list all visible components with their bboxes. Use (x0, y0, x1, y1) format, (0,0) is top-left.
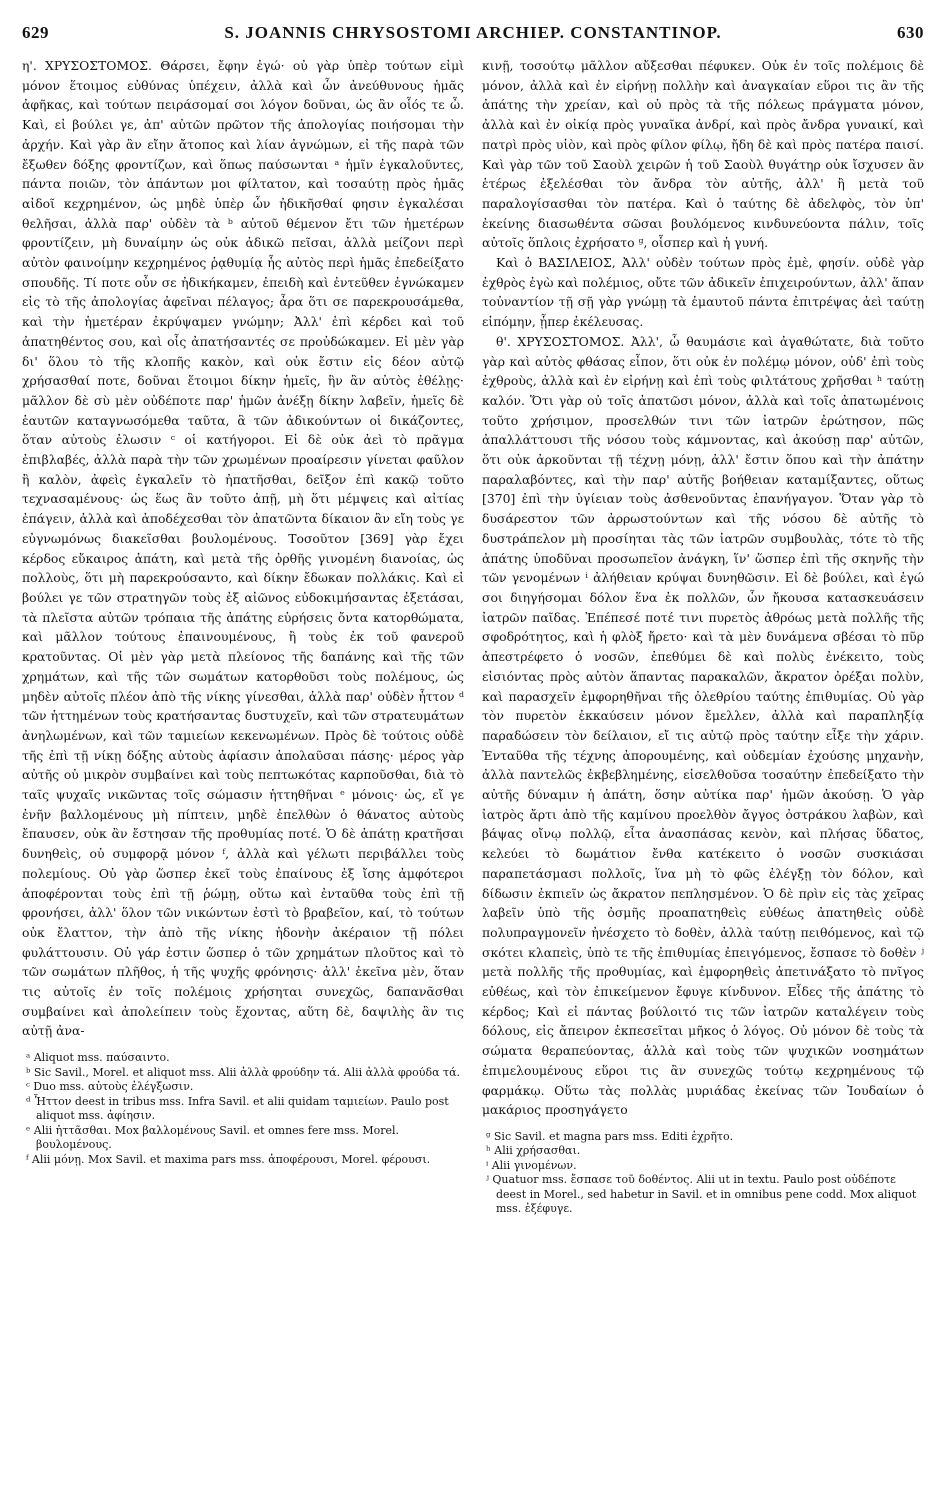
footnote-f: ᶠ Alii μόνῃ. Mox Savil. et maxima pars mss. ἀποφέρουσι, Morel. φέρουσι. (26, 1152, 431, 1166)
text-columns (22, 56, 924, 1217)
footnote-a: ᵃ Aliquot mss. παύσαιντο. (26, 1051, 170, 1065)
left-footnotes (22, 1051, 464, 1167)
book-page (22, 14, 924, 1476)
page-number-left: 629 (22, 23, 49, 42)
right-footnotes (482, 1130, 924, 1217)
right-paragraph-2: Καὶ ὁ ΒΑΣΙΛΕΙΟΣ, Ἀλλ' οὐδὲν τούτων πρὸς ἐμὲ, φησίν. οὐδὲ γὰρ ἐχθρὸς ἐγὼ καὶ πολέμιος, οὔτε τῶν ἀδικεῖν ἐπιχειρούντων, ἀλλ' ἅπαν τοὐναντίον τῇ σῇ γὰρ γνώμῃ τὰ ἐμαυτοῦ πάντα ἐπιτρέψας ἀεὶ ταύτῃ εἱπόμην, ᾗπερ ἐκέλευσας. (482, 255, 924, 330)
footnote-h: ʰ Alii χρήσασθαι. (486, 1144, 581, 1158)
left-column-text: η'. ΧΡΥΣΟΣΤΟΜΟΣ. Θάρσει, ἔφην ἐγώ· οὐ γὰρ ὑπὲρ τούτων εἰμὶ μόνον ἕτοιμος εὐθύνας ὑπέχειν, ἀλλὰ καὶ ὧν ἀνεύθυνους ἡμᾶς ἀφῆκας, καὶ τούτων πειράσομαί σοι λόγον δοῦναι, ὡς ἂν οἷός τε ὦ. Καὶ, εἰ βούλει γε, ἀπ' αὐτῶν πρῶτον τῆς ἀπολογίας ποιήσομαι τὴν ἀρχήν. Καὶ γὰρ ἂν εἴην ἄτοπος καὶ λίαν ἀγνώμων, εἰ τῆς παρὰ τῶν ἔξωθεν δόξης φροντίζων, καὶ ὅπως παύσωνται ᵃ ἡμῖν ἐγκαλοῦντες, πάντα ποιῶν, τὸν ἁπάντων μοι φίλτατον, καὶ τοσαύτῃ πρὸς ἡμᾶς αἰδοῖ κεχρημένον, ὡς μηδὲ ὑπὲρ ὧν ἠδικῆσθαί φησιν ἐγκαλέσαι θελῆσαι, ἀλλὰ παρ' οὐδὲν τὰ ᵇ αὐτοῦ θέμενον ἔτι τῶν ἡμετέρων φροντίζειν, μὴ δυναίμην ὡς οὐκ ἀδικῶ πεῖσαι, ἀλλὰ μείζονι περὶ αὐτὸν φαινοίμην κεχρημένος ῥᾳθυμίᾳ ἧς αὐτὸς περὶ ἡμᾶς ἐπεδείξατο σπουδῆς. Τί ποτε οὖν σε ἠδικήκαμεν, ἐπειδὴ καὶ ἐντεῦθεν ἐγνώκαμεν εἰς τὸ τῆς ἀπολογίας ἀφεῖναι πέλαγος; ἆρα ὅτι σε παρεκρουσάμεθα, καὶ τὴν ἡμετέραν ἐκρύψαμεν γνώμην; Ἀλλ' ἐπὶ κέρδει καὶ τοῦ ἀπατηθέντος σου, καὶ οἷς ἀπατήσαντές σε προὐδώκαμεν. Εἰ μὲν γὰρ δι' ὅλου τὸ τῆς κλοπῆς κακὸν, καὶ οὐκ ἔστιν εἰς δέον αὐτῷ χρήσασθαί ποτε, δοῦναι ἕτοιμοι δίκην ἡμεῖς, ἣν ἂν αὐτὸς ἐθέλῃς· μᾶλλον δὲ σὺ μὲν οὐδέποτε παρ' ἡμῶν ἀνέξῃ δίκην λαβεῖν, ἡμεῖς δὲ ἑαυτῶν καταγνωσόμεθα ταῦτα, ἃ τῶν ἀδικούντων οἱ δικάζοντες, ὅταν αὐτοὺς ἐλωσιν ᶜ οἱ κατήγοροι. Εἰ δὲ οὐκ ἀεὶ τὸ πρᾶγμα ἐπιβλαβές, ἀλλὰ παρὰ τὴν τῶν χρωμένων προαίρεσιν γίνεται φαῦλον ἢ καλὸν, ἀφεὶς ἐγκαλεῖν τὸ ἠπατῆσθαι, δεῖξον ἐπὶ κακῷ τοῦτο τεχνασαμένους· ὡς ἕως ἂν τοῦτο ἀπῇ, μὴ ὅτι μέμψεις καὶ αἰτίας ἐπάγειν, ἀλλὰ καὶ ἀποδέχεσθαι τὸν ἀπατῶντα δίκαιον ἂν εἴη τοὺς γε εὐγνωμόνως διακεῖσθαι βουλομένους. Τοσοῦτον [369] γὰρ ἔχει κέρδος εὔκαιρος ἀπάτη, καὶ μετὰ τῆς ὀρθῆς γινομένη διανοίας, ὡς πολλοὺς, ὅτι μὴ παρεκρούσαντο, καὶ δίκην ἔδωκαν πολλάκις. Καὶ εἰ βούλει γε τῶν στρατηγῶν τοὺς ἐξ αἰῶνος εὐδοκιμήσαντας ἐξετάσαι, τὰ πλεῖστα αὐτῶν τρόπαια τῆς ἀπάτης εὑρήσεις ὄντα κατορθώματα, καὶ μᾶλλον τούτους ἐπαινουμένους, ἢ τοὺς ἐκ τοῦ φανεροῦ κρατοῦντας. Οἱ μὲν γὰρ μετὰ πλείονος τῆς δαπάνης καὶ τῆς τῶν χρημάτων, καὶ τῆς τῶν σωμάτων κατορθοῦσι τοὺς πολέμους, ὡς μηδὲν αὐτοῖς πλέον ἀπὸ τῆς νίκης γίνεσθαι, ἀλλὰ παρ' οὐδὲν ἧττον ᵈ τῶν ἡττημένων τοὺς κρατήσαντας δυστυχεῖν, καὶ τῶν στρατευμάτων ἀνηλωμένων, καὶ τῶν ταμιείων κεκενωμένων. Πρὸς δὲ τούτοις οὐδὲ τῆς ἐπὶ τῇ νίκῃ δόξης αὐτοὺς ἀφίασιν ἀπολαῦσαι πάσης· μέρος γὰρ αὐτῆς οὐ μικρὸν συμβαίνει καὶ τοὺς πεπτωκότας καρποῦσθαι, διὰ τὸ ταῖς ψυχαῖς νικῶντας τοῖς σώμασιν ἡττηθῆναι ᵉ μόνοις· ὡς, εἴ γε ἐνῆν βαλλομένους μὴ πίπτειν, μηδὲ ἐπελθὼν ὁ θάνατος αὐτοὺς ἔπαυσεν, οὐκ ἂν ἔστησαν τῆς προθυμίας ποτέ. Ὁ δὲ ἀπάτῃ κρατῆσαι δυνηθεὶς, οὐ συμφορᾷ μόνον ᶠ, ἀλλὰ καὶ γέλωτι περιβάλλει τοὺς πολεμίους. Οὐ γὰρ ὥσπερ ἐκεῖ τοὺς ἐπαίνους ἐξ ἴσης ἀμφότεροι ἀποφέρονται τοὺς ἐπὶ τῇ ῥώμῃ, οὕτω καὶ ἐνταῦθα τοὺς ἐπὶ τῇ φρονήσει, ἀλλ' ὅλον τῶν νικώντων ἐστὶ τὸ βραβεῖον, καί, τὸ τούτων οὐκ ἔλαττον, τὴν ἀπὸ τῆς νίκης ἡδονὴν ἀκέραιον τῇ πόλει φυλάττουσιν. Οὐ γάρ ἐστιν ὥσπερ ὁ τῶν χρημάτων πλοῦτος καὶ τὸ τῶν σωμάτων πλῆθος, ἡ τῆς ψυχῆς φρόνησις· ἀλλ' ἐκεῖνα μὲν, ὅταν τις αὐτοῖς ἐν τοῖς πολέμοις χρήσηται συνεχῶς, δαπανᾶσθαι συμβαίνει καὶ ἀπολείπειν τοὺς ἔχοντας, αὕτη δὲ, δαψιλὴς ἂν τις αὐτῇ ἀνα- (22, 58, 464, 1039)
footnote-b: ᵇ Sic Savil., Morel. et aliquot mss. Alii ἀλλὰ φρούδην τά. Alii ἀλλὰ φρούδα τά. (26, 1065, 461, 1079)
page-header (22, 14, 924, 52)
right-paragraph-1: κινῇ, τοσούτῳ μᾶλλον αὔξεσθαι πέφυκεν. Οὐκ ἐν τοῖς πολέμοις δὲ μόνον, ἀλλὰ καὶ ἐν εἰρήνῃ πολλὴν καὶ ἀναγκαίαν εὕροι τις ἂν τῆς ἀπάτης τὴν χρείαν, καὶ οὐ πρὸς τὰ τῆς πόλεως πράγματα μόνον, ἀλλὰ καὶ ἐν οἰκίᾳ πρὸς γυναῖκα ἀνδρί, καὶ πρὸς ἄνδρα γυναικί, καὶ πατρὶ πρὸς υἱὸν, καὶ πρὸς φίλον φίλῳ, ἤδη δὲ καὶ πρὸς πατέρα παισί. Καὶ γὰρ τῶν τοῦ Σαοὺλ χειρῶν ἡ τοῦ Σαοὺλ θυγάτηρ οὐκ ἴσχυσεν ἂν ἑτέρως ἐξελέσθαι τὸν ἄνδρα τὸν αὐτῆς, ἀλλ' ἢ μετὰ τοῦ παραλογίσασθαι τὸν πατέρα. Καὶ ὁ ταύτης δὲ ἀδελφὸς, τὸν ὑπ' ἐκείνης διασωθέντα σῶσαι βουλόμενος κινδυνεύοντα πάλιν, τοῖς αὐτοῖς ὅπλοις ἐχρήσατο ᵍ, οἷσπερ καὶ ἡ γυνή. (482, 58, 924, 251)
footnote-j: ʲ Quatuor mss. ἔσπασε τοῦ δοθέντος. Alii ut in textu. Paulo post οὐδέποτε deest in Morel., sed habetur in Savil. et in omnibus pene codd. Mox aliquot mss. ἐξέφυγε. (486, 1173, 917, 1216)
footnote-d: ᵈ Ἧττον deest in tribus mss. Infra Savil. et alii quidam ταμιείων. Paulo post aliquot mss. ἀφίησιν. (26, 1094, 449, 1123)
right-column (482, 56, 924, 1217)
page-number-right: 630 (897, 23, 924, 42)
footnote-e: ᵉ Alii ἡττᾶσθαι. Mox βαλλομένους Savil. et omnes fere mss. Morel. βουλομένους. (26, 1123, 400, 1152)
left-column (22, 56, 464, 1217)
right-paragraph-3: θ'. ΧΡΥΣΟΣΤΟΜΟΣ. Ἀλλ', ὦ θαυμάσιε καὶ ἀγαθώτατε, διὰ τοῦτο γὰρ καὶ αὐτὸς φθάσας εἶπον, ὅτι οὐκ ἐν πολέμῳ μόνον, οὐδ' ἐπὶ τοὺς ἐχθροὺς, ἀλλὰ καὶ ἐν εἰρήνῃ καὶ ἐπὶ τοὺς φιλτάτους χρῆσθαι ʰ ταύτῃ καλόν. Ὅτι γὰρ οὐ τοῖς ἀπατῶσι μόνον, ἀλλὰ καὶ τοῖς ἀπατωμένοις τοῦτο χρήσιμον, προσελθών τινι τῶν ἰατρῶν ἐρώτησον, πῶς ἀπαλλάττουσι τῆς νόσου τοὺς κάμνοντας, καὶ ἀκούσῃ παρ' αὐτῶν, ὅτι οὐκ ἀρκοῦνται τῇ τέχνῃ μόνῃ, ἀλλ' ἔστιν ὅπου καὶ τὴν ἀπάτην παραλαβόντες, καὶ τὴν παρ' αὐτῆς βοήθειαν καταμίξαντες, οὕτως [370] ἐπὶ τὴν ὑγίειαν τοὺς ἀσθενοῦντας ἐπανήγαγον. Ὅταν γὰρ τὸ δυσάρεστον τῶν ἀρρωστούντων καὶ τῆς νόσου δὲ αὐτῆς τὸ δυστράπελον μὴ προσίηται τὰς τῶν ἰατρῶν συμβουλὰς, τότε τὸ τῆς ἀπάτης ὑποδῦναι προσωπεῖον ἀνάγκη, ἵν' ὥσπερ ἐπὶ τῆς σκηνῆς τὴν τῶν γενομένων ⁱ ἀλήθειαν κρύψαι δυνηθῶσιν. Εἰ δὲ βούλει, καὶ ἐγώ σοι διηγήσομαι δόλον ἕνα ἐκ πολλῶν, ὧν ἤκουσα κατασκευάσειν ἰατρῶν παῖδας. Ἐπέπεσέ ποτέ τινι πυρετὸς ἀθρόως μετὰ πολλῆς τῆς σφοδρότητος, καὶ ἡ φλὸξ ἤρετο· καὶ τὰ μὲν δυνάμενα σβέσαι τὸ πῦρ ἀπεστρέφετο ὁ νοσῶν, ἐπεθύμει δὲ καὶ πολὺς ἐνέκειτο, τοὺς εἰσιόντας πρὸς αὐτὸν ἅπαντας παρακαλῶν, ἄκρατον ὀρέξαι πολὺν, καὶ παρασχεῖν ἐμφορηθῆναι τῆς ὀλεθρίου ταύτης ἐπιθυμίας. Οὐ γὰρ τὸν πυρετὸν ἐκκαύσειν μόνον ἔμελλεν, ἀλλὰ καὶ παραπληξίᾳ παραδώσειν τὸν δείλαιον, εἴ τις αὐτῷ πρὸς ταύτην εἶξε τὴν χάριν. Ἐνταῦθα τῆς τέχνης ἀπορουμένης, καὶ οὐδεμίαν ἐχούσης μηχανὴν, ἀλλὰ παντελῶς ἐκβεβλημένης, εἰσελθοῦσα τοσαύτην ἐπεδείξατο τὴν αὐτῆς δύναμιν ἡ ἀπάτη, ὅσην αὐτίκα παρ' ἡμῶν ἀκούσῃ. Ὁ γὰρ ἰατρὸς ἄρτι ἀπὸ τῆς καμίνου προελθὸν ἄγγος ὀστράκου λαβὼν, καὶ βάψας οἴνῳ πολλῷ, εἶτα ἀνασπάσας κενὸν, καὶ πλήσας ὕδατος, κελεύει τὸ δωμάτιον ἔνθα κατέκειτο ὁ νοσῶν συσκιάσαι παραπετάσμασι πολλοῖς, ἵνα μὴ τὸ φῶς ἐλέγξῃ τὸν δόλον, καὶ δίδωσιν ἐκπιεῖν ὡς ἄκρατον πεπλησμένον. Ὁ δὲ πρὶν εἰς τὰς χεῖρας λαβεῖν ὑπὸ τῆς ὀσμῆς προαπατηθεὶς εὐθέως ἀπατηθεὶς οὐδὲ πολυπραγμονεῖν ἠνέσχετο τὸ δοθὲν, ἀλλὰ ταύτῃ πειθόμενος, καὶ τῷ σκότει κλαπεὶς, ὑπὸ τε τῆς ἐπιθυμίας ἐπειγόμενος, ἔσπασε τὸ δοθὲν ʲ μετὰ πολλῆς τῆς προθυμίας, καὶ ἐμφορηθεὶς ἀπετινάξατο τὸ πνῖγος εὐθέως, καὶ τὸν ἐπικείμενον ἔφυγε κίνδυνον. Εἶδες τῆς ἀπάτης τὸ κέρδος; Καὶ εἰ πάντας βούλοιτό τις τῶν ἰατρῶν καταλέγειν τοὺς δόλους, εἰς ἄπειρον ἐκπεσεῖται μῆκος ὁ λόγος. Οὐ μόνον δὲ τοὺς τὰ σώματα θεραπεύοντας, ἀλλὰ καὶ τοὺς τῶν ψυχικῶν νοσημάτων ἐπιμελουμένους εὕροι τις ἂν συνεχῶς τούτῳ κεχρημένους τῷ φαρμάκῳ. Οὕτω τὰς πολλὰς μυριάδας ἐκείνας τῶν Ἰουδαίων ὁ μακάριος προσηγάγετο (482, 333, 924, 1118)
footnote-i: ⁱ Alii γινομένων. (486, 1158, 577, 1172)
footnote-g: ᵍ Sic Savil. et magna pars mss. Editi ἐχρῆτο. (486, 1129, 734, 1143)
running-title: S. JOANNIS CHRYSOSTOMI ARCHIEP. CONSTANTINOP. (224, 23, 722, 42)
footnote-c: ᶜ Duo mss. αὐτοὺς ἐλέγξωσιν. (26, 1080, 194, 1094)
